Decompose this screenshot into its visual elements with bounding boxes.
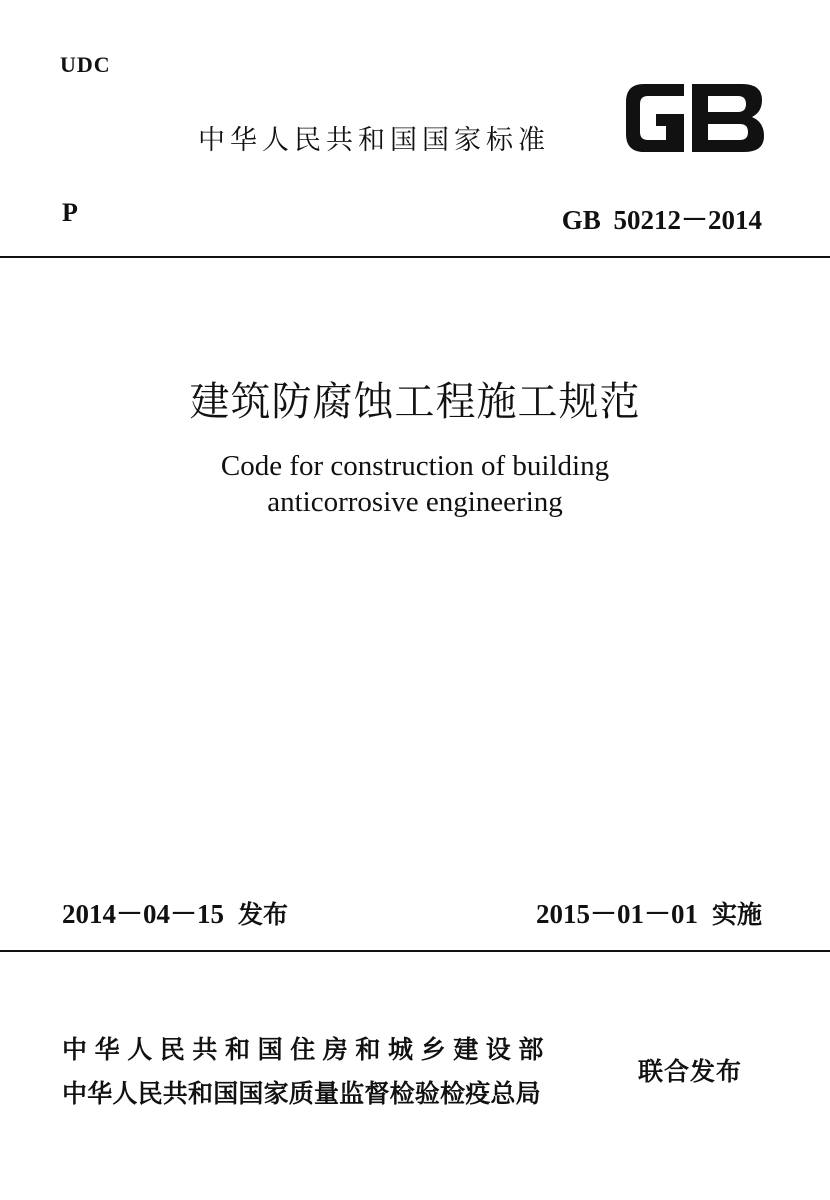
national-standard-label: 中华人民共和国国家标准: [198, 125, 550, 156]
bottom-divider: [0, 950, 830, 952]
title-english: [0, 448, 830, 520]
category-code: P: [62, 198, 78, 227]
gb-logo: [622, 80, 768, 156]
joint-release-label: 联合发布: [638, 1057, 743, 1086]
title-english-line-2: anticorrosive engineering: [267, 486, 563, 518]
standard-number: GB 50212－2014: [561, 205, 762, 235]
top-divider: [0, 256, 830, 258]
effective-date-block: [536, 892, 762, 931]
title-english-line-1: Code for construction of building: [220, 450, 610, 482]
issue-date-block: [62, 892, 288, 931]
issuer-ministry-housing: 中华人民共和国住房和城乡建设部: [62, 1035, 552, 1064]
issue-label: 发布: [238, 900, 289, 929]
effective-label: 实施: [711, 900, 762, 929]
issue-date: 2014－04－15: [62, 899, 224, 929]
effective-date: 2015－01－01: [535, 899, 698, 929]
udc-label: UDC: [60, 52, 111, 77]
issuer-aqsiq: 中华人民共和国国家质量监督检验检疫总局: [62, 1079, 541, 1108]
title-chinese: 建筑防腐蚀工程施工规范: [189, 379, 641, 425]
